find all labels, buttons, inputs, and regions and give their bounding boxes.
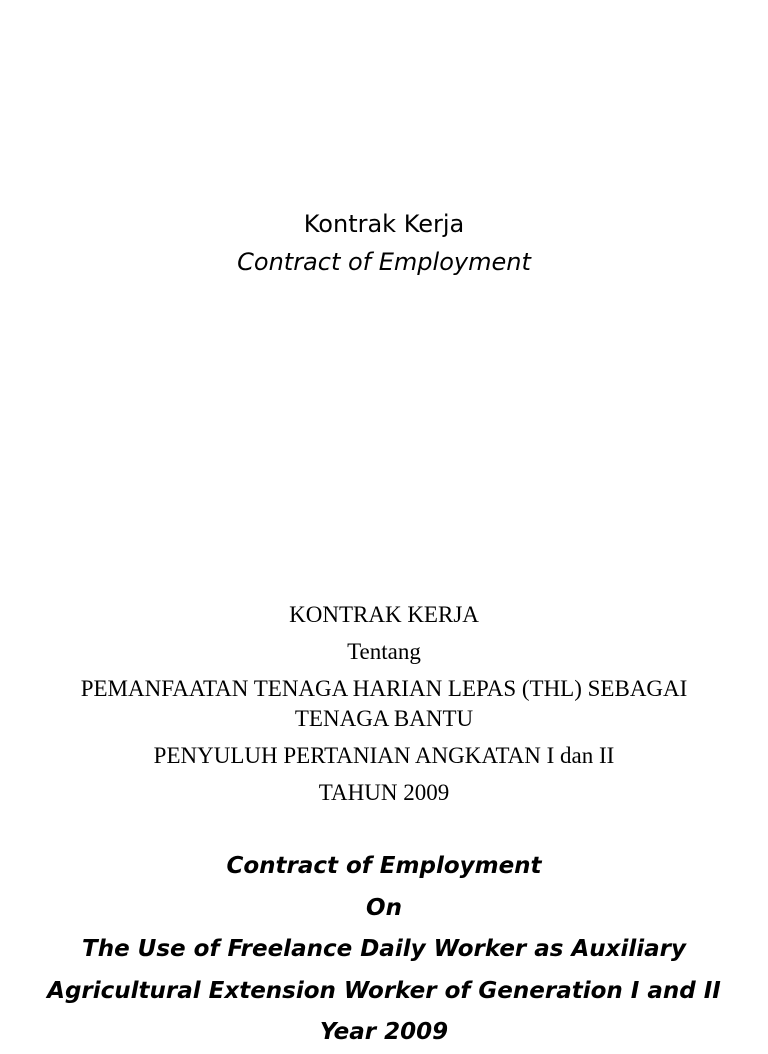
heading-line-tentang: Tentang	[347, 639, 421, 664]
english-line-on: On	[366, 894, 402, 921]
heading-line-kontrak: KONTRAK KERJA	[289, 602, 479, 627]
document-title	[0, 205, 768, 281]
heading-line-tenaga-bantu: TENAGA BANTU	[294, 706, 474, 731]
title-english: Contract of Employment	[237, 248, 531, 276]
title-indonesian: Kontrak Kerja	[303, 210, 465, 238]
english-line-use: The Use of Freelance Daily Worker as Auxiliary	[82, 936, 686, 962]
indonesian-heading	[20, 600, 748, 808]
english-heading	[0, 846, 768, 1054]
heading-line-tahun: TAHUN 2009	[318, 780, 450, 805]
english-line-year: Year 2009	[319, 1019, 449, 1045]
heading-line-penyuluh: PENYULUH PERTANIAN ANGKATAN I dan II	[153, 743, 615, 768]
heading-line-pemanfaatan: PEMANFAATAN TENAGA HARIAN LEPAS (THL) SEBAGAI	[80, 676, 688, 701]
english-line-contract: Contract of Employment	[226, 853, 542, 879]
english-line-agricultural: Agricultural Extension Worker of Generation I and II	[47, 977, 721, 1004]
